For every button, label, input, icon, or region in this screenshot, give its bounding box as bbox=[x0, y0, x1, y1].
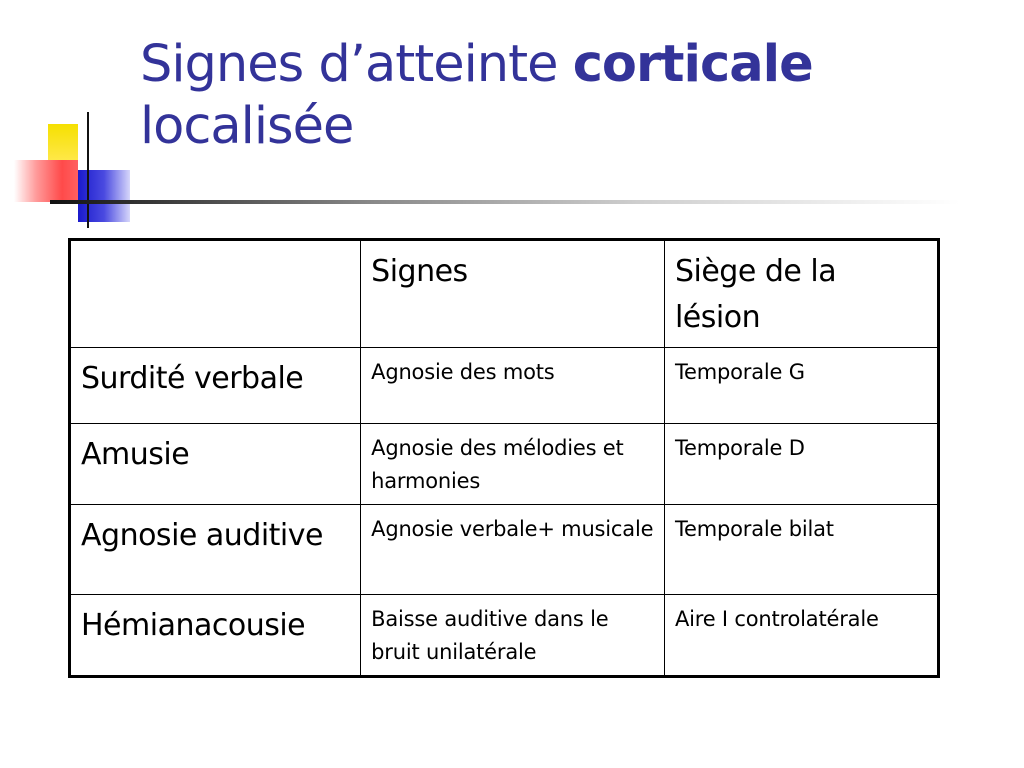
siege-cell: Temporale bilat bbox=[664, 505, 938, 595]
row-label-cell: Agnosie auditive bbox=[70, 505, 361, 595]
row-label-cell: Amusie bbox=[70, 424, 361, 505]
title-line2: localisée bbox=[140, 97, 354, 156]
table-header-row bbox=[70, 240, 939, 348]
slide-title bbox=[140, 34, 1000, 158]
header-cell-empty bbox=[70, 240, 361, 348]
table-row bbox=[70, 348, 939, 424]
header-cell-siege: Siège de la lésion bbox=[664, 240, 938, 348]
decorative-vertical-line bbox=[87, 112, 89, 228]
decorative-blue-square bbox=[78, 170, 130, 222]
signes-cell: Agnosie des mots bbox=[361, 348, 665, 424]
table-row bbox=[70, 424, 939, 505]
table-row bbox=[70, 595, 939, 677]
signs-table bbox=[68, 238, 940, 678]
header-cell-signes: Signes bbox=[361, 240, 665, 348]
siege-cell: Aire I controlatérale bbox=[664, 595, 938, 677]
signes-cell: Agnosie verbale+ musicale bbox=[361, 505, 665, 595]
table-row bbox=[70, 505, 939, 595]
row-label-cell: Hémianacousie bbox=[70, 595, 361, 677]
title-part1: Signes d’atteinte bbox=[140, 35, 573, 94]
title-bold-word: corticale bbox=[572, 35, 813, 94]
signes-cell: Baisse auditive dans le bruit unilatérale bbox=[361, 595, 665, 677]
row-label-cell: Surdité verbale bbox=[70, 348, 361, 424]
siege-cell: Temporale D bbox=[664, 424, 938, 505]
title-underline-divider bbox=[50, 200, 960, 204]
signes-cell: Agnosie des mélodies et harmonies bbox=[361, 424, 665, 505]
decorative-red-square bbox=[14, 160, 78, 202]
siege-cell: Temporale G bbox=[664, 348, 938, 424]
